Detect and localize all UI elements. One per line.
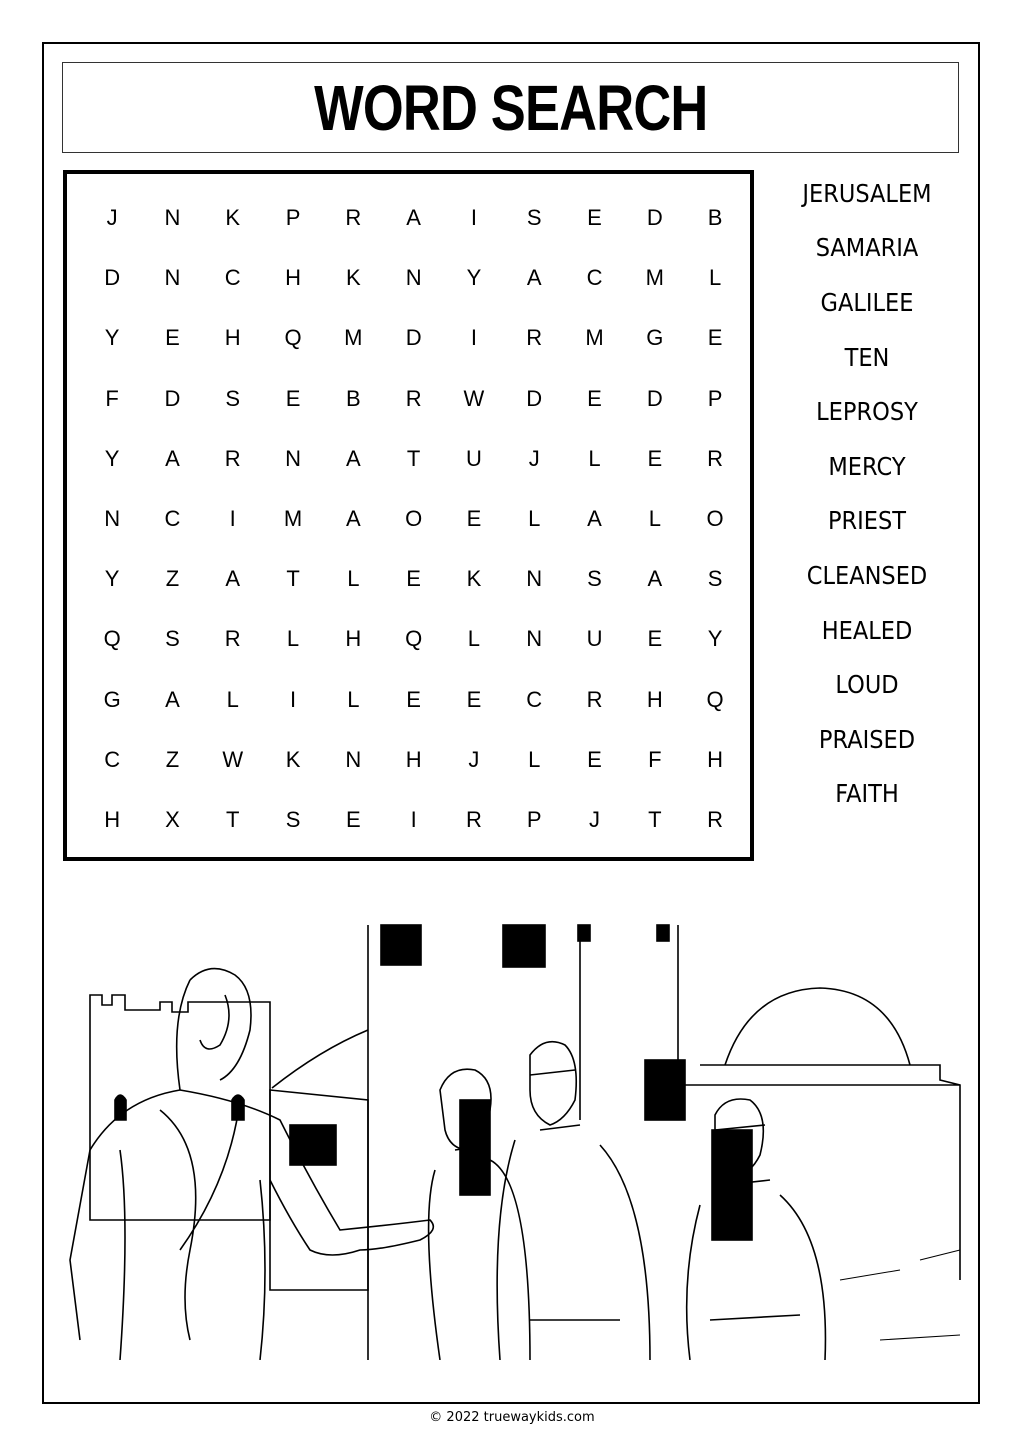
grid-cell[interactable]: B [707,205,723,231]
grid-cell[interactable]: B [345,385,361,411]
grid-cell[interactable]: R [405,385,422,411]
grid-cell[interactable]: H [345,626,362,652]
grid-cell[interactable]: C [586,265,603,291]
grid-cell[interactable]: E [345,806,361,832]
grid-cell[interactable]: E [707,325,723,351]
title-box [62,62,959,153]
grid-cell[interactable]: X [165,806,180,832]
grid-cell[interactable]: I [470,325,477,351]
grid-cell[interactable]: K [466,566,482,592]
word-list-item: HEALED [821,615,913,645]
low-building-illustration [270,1030,368,1290]
grid-cell[interactable]: E [587,205,602,231]
grid-cell[interactable]: E [165,325,180,351]
word-list [775,166,959,821]
grid-cell[interactable]: R [526,325,543,351]
grid-cell[interactable]: H [707,746,724,772]
dome-building-illustration [460,988,960,1280]
grid-cell[interactable]: A [225,566,241,592]
jesus-figure-illustration [70,969,433,1360]
grid-cell[interactable]: E [406,686,421,712]
grid-cell[interactable]: E [285,385,301,411]
grid-cell[interactable]: U [465,445,482,471]
grid-cell[interactable]: R [586,686,603,712]
grid-cell[interactable]: A [165,445,180,471]
castle-wall-illustration [90,995,270,1220]
grid-cell[interactable]: E [466,686,482,712]
word-search-grid-box [63,170,754,861]
grid-cell[interactable]: I [410,806,417,832]
grid-cell[interactable]: C [104,746,121,772]
grid-cell[interactable]: G [646,325,664,351]
grid-cell[interactable]: P [285,205,301,231]
grid-cell[interactable]: N [405,265,422,291]
grid-cell[interactable]: Z [165,746,180,772]
grid-cell[interactable]: S [707,566,723,592]
grid-cell[interactable]: L [286,626,300,652]
grid-cell[interactable]: U [586,626,603,652]
grid-cell[interactable]: A [647,566,663,592]
grid-cell[interactable]: I [229,506,236,532]
grid-cell[interactable]: N [285,445,301,471]
grid-cell[interactable]: W [463,385,485,411]
grid-cell[interactable]: A [165,686,180,712]
grid-cell[interactable]: N [164,265,181,291]
grid-cell[interactable]: L [226,686,239,712]
word-list-item: TEN [844,342,890,372]
page-title: WORD SEARCH [313,71,708,144]
grid-cell[interactable]: L [467,626,481,652]
grid-cell[interactable]: Q [103,626,121,652]
grid-cell[interactable]: K [225,205,241,231]
grid-cell[interactable]: E [587,385,602,411]
word-list-item: PRAISED [818,724,916,754]
word-list-item: PRIEST [827,506,907,536]
grid-cell[interactable]: S [587,566,602,592]
grid-cell[interactable]: H [405,746,422,772]
grid-cell[interactable]: Y [104,566,120,592]
grid-cell[interactable]: K [285,746,301,772]
grid-cell[interactable]: D [164,385,181,411]
grid-cell[interactable]: E [587,746,602,772]
grid-cell[interactable]: L [648,506,661,532]
grid-cell[interactable]: Y [466,265,482,291]
word-list-item: LEPROSY [816,397,918,427]
word-list-item: LOUD [835,670,899,700]
grid-cell[interactable]: S [165,626,180,652]
grid-cell[interactable]: J [528,445,540,471]
grid-cell[interactable]: Y [104,445,120,471]
grid-cell[interactable]: E [647,626,663,652]
grid-cell[interactable]: C [526,686,543,712]
tall-building-illustration [368,925,678,1360]
word-list-item: GALILEE [820,287,914,317]
grid-cell[interactable]: R [465,806,482,832]
word-search-grid [82,188,745,850]
grid-cell[interactable]: M [283,506,303,532]
grid-cell[interactable]: R [224,445,241,471]
grid-cell[interactable]: O [706,506,724,532]
grid-cell[interactable]: G [103,686,121,712]
grid-cell[interactable]: L [528,506,541,532]
grid-cell[interactable]: Z [165,566,180,592]
grid-cell[interactable]: R [707,445,724,471]
word-list-item: SAMARIA [815,233,919,263]
grid-cell[interactable]: Q [284,325,302,351]
grid-cell[interactable]: M [645,265,664,291]
grid-cell[interactable]: I [289,686,297,712]
grid-cell[interactable]: M [585,325,604,351]
grid-cell[interactable]: A [406,205,421,231]
word-list-item: CLEANSED [806,560,928,590]
grid-cell[interactable]: Q [405,626,423,652]
copyright-footer: © 2022 truewaykids.com [429,1410,595,1425]
grid-cell[interactable]: A [345,506,361,532]
grid-cell[interactable]: R [707,806,724,832]
word-list-item: JERUSALEM [802,178,932,208]
grid-cell[interactable]: C [164,506,181,532]
grid-cell[interactable]: C [224,265,241,291]
grid-cell[interactable]: I [470,205,477,231]
grid-cell[interactable]: E [466,506,482,532]
grid-cell[interactable]: D [646,205,663,231]
grid-cell[interactable]: A [345,445,361,471]
grid-cell[interactable]: N [104,506,121,532]
grid-cell[interactable]: A [587,506,602,532]
grid-cell[interactable]: R [224,626,241,652]
grid-cell[interactable]: N [164,205,181,231]
grid-cell[interactable]: P [707,385,723,411]
grid-cell[interactable]: T [286,566,300,592]
grid-cell[interactable]: M [344,325,363,351]
grid-cell[interactable]: E [406,566,421,592]
grid-cell[interactable]: T [406,445,421,471]
grid-cell[interactable]: H [285,265,301,291]
grid-cell[interactable]: F [648,746,662,772]
grid-cell[interactable]: D [104,265,121,291]
grid-cell[interactable]: L [347,686,360,712]
leper-figure-2-illustration [497,1042,650,1360]
grid-cell[interactable]: L [347,566,360,592]
grid-cell[interactable]: J [468,746,480,772]
word-list-item: FAITH [835,779,899,809]
grid-cell[interactable]: S [526,205,542,231]
grid-cell[interactable]: L [708,265,722,291]
grid-cell[interactable]: H [646,686,663,712]
word-list-item: MERCY [828,451,906,481]
grid-cell[interactable]: L [528,746,541,772]
grid-cell[interactable]: H [104,806,121,832]
grid-cell[interactable]: J [589,806,601,832]
grid-cell[interactable]: Y [104,325,120,351]
grid-cell[interactable]: Q [706,686,724,712]
story-illustration [60,920,965,1360]
grid-cell[interactable]: W [222,746,244,772]
grid-cell[interactable]: E [647,445,663,471]
grid-cell[interactable]: K [345,265,361,291]
grid-cell[interactable]: D [405,325,422,351]
grid-cell[interactable]: N [526,626,543,652]
grid-cell[interactable]: D [646,385,663,411]
grid-cell[interactable]: R [345,205,362,231]
grid-cell[interactable]: O [405,506,423,532]
grid-cell[interactable]: N [526,566,543,592]
grid-cell[interactable]: L [588,445,601,471]
grid-cell[interactable]: F [105,385,119,411]
grid-cell[interactable]: P [526,806,542,832]
grid-cell[interactable]: T [226,806,240,832]
grid-cell[interactable]: H [224,325,241,351]
grid-cell[interactable]: T [648,806,662,832]
grid-cell[interactable]: S [225,385,241,411]
grid-cell[interactable]: S [285,806,301,832]
grid-cell[interactable]: Y [707,626,723,652]
grid-cell[interactable]: D [526,385,543,411]
grid-cell[interactable]: N [345,746,362,772]
grid-cell[interactable]: A [526,265,542,291]
grid-cell[interactable]: J [106,205,118,231]
